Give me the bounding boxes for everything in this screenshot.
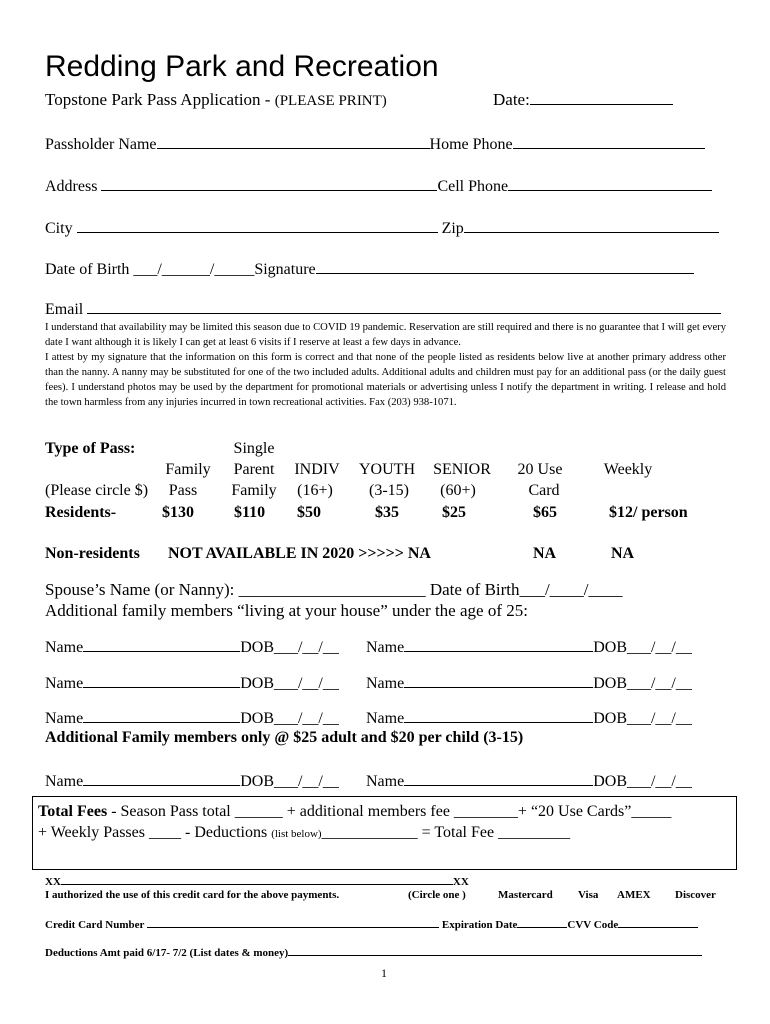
price-youth[interactable]: $35 <box>375 504 399 521</box>
total-fees-line2[interactable] <box>38 824 570 842</box>
col-20use-l3: Card <box>528 482 560 499</box>
col-youth-l3: (3-15) <box>369 482 409 499</box>
price-single-parent[interactable]: $110 <box>234 504 266 521</box>
nonresident-20use-na: NA <box>533 545 557 562</box>
dob-field[interactable]: DOB___/__/__ <box>240 773 339 790</box>
card-option-amex[interactable]: AMEX <box>617 889 651 901</box>
card-signature-field[interactable] <box>61 874 453 885</box>
col-20use-l2: 20 Use <box>517 461 563 478</box>
price-indiv[interactable]: $50 <box>297 504 321 521</box>
family-member-row <box>366 673 692 693</box>
circle-one-label: (Circle one ) <box>408 889 466 901</box>
city-field[interactable] <box>77 218 438 233</box>
passholder-label: Passholder Name <box>45 136 157 153</box>
family-member-row <box>45 673 339 693</box>
col-family-l2: Family <box>165 461 211 478</box>
dob-field[interactable]: DOB___/__/__ <box>593 773 692 790</box>
date-label: Date: <box>493 90 530 109</box>
home-phone-field[interactable] <box>513 134 705 149</box>
name-field[interactable] <box>404 637 593 652</box>
dob-field[interactable]: DOB___/__/__ <box>240 639 339 656</box>
fees-line2a: + Weekly Passes ____ - Deductions <box>38 824 272 841</box>
name-field[interactable] <box>83 673 240 688</box>
additional-fee-note: Additional Family members only @ $25 adult and $20 per child (3-15) <box>45 729 524 746</box>
family-member-row <box>45 637 339 657</box>
passholder-row <box>45 134 705 154</box>
card-signature-line[interactable] <box>45 874 469 888</box>
subtitle-text: Topstone Park Pass Application - <box>45 90 275 109</box>
date-line[interactable] <box>530 90 673 105</box>
deductions-field[interactable] <box>288 945 702 956</box>
card-option-mastercard[interactable]: Mastercard <box>498 889 553 901</box>
price-weekly[interactable]: $12/ person <box>609 504 688 521</box>
signature-label: Signature <box>254 261 316 278</box>
name-field[interactable] <box>404 708 593 723</box>
total-fees-line1[interactable] <box>38 803 671 821</box>
col-family-l3: Pass <box>168 482 198 499</box>
dob-field[interactable]: ___/______/_____ <box>133 261 255 278</box>
name-field[interactable] <box>83 708 240 723</box>
family-member-row <box>366 637 692 657</box>
price-family[interactable]: $130 <box>162 504 194 521</box>
expiration-field[interactable] <box>517 917 567 928</box>
email-row <box>45 299 721 319</box>
dob-field[interactable]: DOB___/__/__ <box>240 675 339 692</box>
cell-phone-label: Cell Phone <box>437 178 509 195</box>
col-single-l3: Family <box>231 482 277 499</box>
xx-right: XX <box>452 876 469 888</box>
name-field[interactable] <box>404 771 593 786</box>
name-label: Name <box>366 773 405 790</box>
zip-label: Zip <box>441 220 464 237</box>
spouse-line[interactable]: Spouse’s Name (or Nanny): ______________________ Date of Birth___/____/____ <box>45 580 623 599</box>
date-field[interactable] <box>493 90 673 110</box>
family-member-row <box>45 708 339 728</box>
card-number-field[interactable] <box>147 917 439 928</box>
email-field[interactable] <box>87 299 721 314</box>
please-print-note: (PLEASE PRINT) <box>274 93 387 109</box>
additional-members-label: Additional family members “living at your house” under the age of 25: <box>45 601 528 620</box>
card-details-row <box>45 917 698 931</box>
agreement-p2: I attest by my signature that the information on this form is correct and that none of the people listed as residents below live at another primary address other than the nanny. A nanny may be substituted for one of the two included adults. Additional adults and children must pay for an additional pass (or the daily guest fees). I understand photos may be used by the department for promotional materials or advertising unless I notify the department in writing. I release and hold the town harmless from any injuries incurred in town recreational activities. Fax (203) 938-1071. <box>45 352 726 408</box>
name-label: Name <box>45 773 84 790</box>
nonresidents-label: Non-residents <box>45 545 140 562</box>
authorization-text: I authorized the use of this credit card for the above payments. <box>45 889 340 901</box>
col-youth-l2: YOUTH <box>359 461 415 478</box>
dob-row <box>45 259 694 279</box>
deductions-label: Deductions Amt paid 6/17- 7/2 (List dates & money) <box>45 947 289 959</box>
price-senior[interactable]: $25 <box>442 504 466 521</box>
dob-field[interactable]: DOB___/__/__ <box>593 710 692 727</box>
col-weekly-l2: Weekly <box>603 461 653 478</box>
name-field[interactable] <box>83 771 240 786</box>
name-label: Name <box>45 710 84 727</box>
col-indiv-l2: INDIV <box>294 461 340 478</box>
form-subtitle <box>45 90 387 110</box>
card-number-label: Credit Card Number <box>45 919 145 931</box>
dob-field[interactable]: DOB___/__/__ <box>593 675 692 692</box>
city-label: City <box>45 220 73 237</box>
fees-line1-text: - Season Pass total ______ + additional members fee ________+ “20 Use Cards”_____ <box>107 803 672 820</box>
email-label: Email <box>45 301 84 318</box>
residents-label: Residents- <box>45 504 117 521</box>
address-label: Address <box>45 178 98 195</box>
fees-line2b: ____________ = Total Fee _________ <box>321 824 571 841</box>
family-member-row <box>366 708 692 728</box>
dob-field[interactable]: DOB___/__/__ <box>593 639 692 656</box>
passholder-name-field[interactable] <box>157 134 430 149</box>
name-label: Name <box>366 639 405 656</box>
dob-label: Date of Birth <box>45 261 130 278</box>
col-senior-l3: (60+) <box>440 482 476 499</box>
zip-field[interactable] <box>464 218 719 233</box>
signature-field[interactable] <box>316 259 694 274</box>
agreement-text <box>45 320 726 410</box>
not-available-text: NOT AVAILABLE IN 2020 >>>>> NA <box>168 545 431 562</box>
name-label: Name <box>366 710 405 727</box>
name-label: Name <box>45 639 84 656</box>
nonresident-weekly-na: NA <box>611 545 635 562</box>
family-member-row <box>366 771 692 791</box>
col-single-l2: Parent <box>233 461 275 478</box>
price-20use[interactable]: $65 <box>533 504 557 521</box>
family-member-row <box>45 771 339 791</box>
deductions-row <box>45 945 702 959</box>
card-option-visa[interactable]: Visa <box>578 889 599 901</box>
name-field[interactable] <box>83 637 240 652</box>
page-number: 1 <box>381 966 387 980</box>
name-label: Name <box>366 675 405 692</box>
card-option-discover[interactable]: Discover <box>675 889 716 901</box>
expiration-label: Expiration Date <box>441 919 518 931</box>
col-senior-l2: SENIOR <box>433 461 491 478</box>
city-row <box>45 218 719 238</box>
name-label: Name <box>45 675 84 692</box>
total-fees-label: Total Fees <box>38 803 108 820</box>
list-below-note: (list below) <box>271 828 322 840</box>
name-field[interactable] <box>404 673 593 688</box>
col-indiv-l3: (16+) <box>297 482 333 499</box>
cvv-label: CVV Code <box>567 919 619 931</box>
type-of-pass-label: Type of Pass: <box>45 440 136 457</box>
home-phone-label: Home Phone <box>429 136 513 153</box>
cvv-field[interactable] <box>618 917 698 928</box>
agreement-p1: I understand that availability may be limited this season due to COVID 19 pandemic. Reservation are still required and there is no guarantee that I will get every date I want although it is likely I can get at least 6 visits if I reserve at least a few days in advance. <box>45 322 726 348</box>
address-row <box>45 176 712 196</box>
page-title: Redding Park and Recreation <box>45 50 439 83</box>
xx-left: XX <box>45 876 61 888</box>
cell-phone-field[interactable] <box>508 176 712 191</box>
dob-field[interactable]: DOB___/__/__ <box>240 710 339 727</box>
address-field[interactable] <box>101 176 437 191</box>
circle-instruction: (Please circle $) <box>45 482 149 499</box>
col-single-l1: Single <box>233 440 275 457</box>
